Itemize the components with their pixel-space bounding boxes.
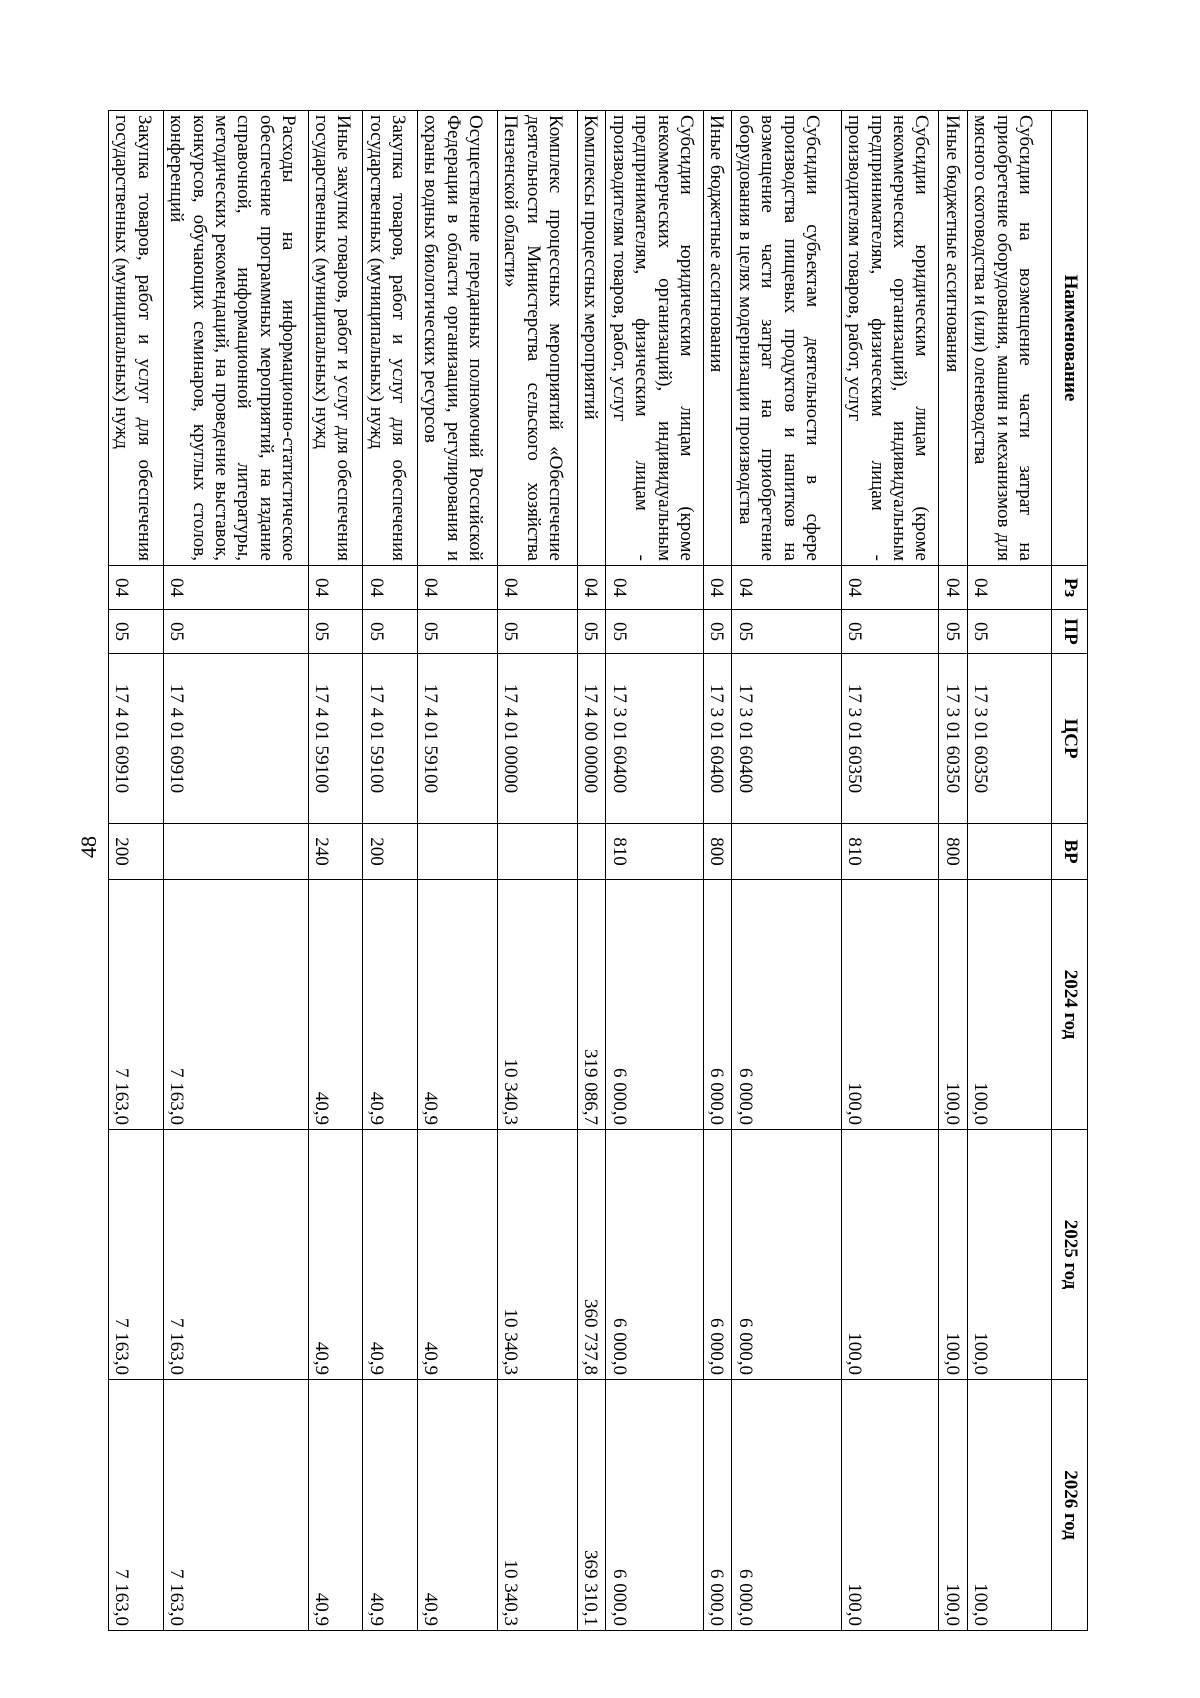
row-pr: 05 [163,610,308,654]
row-value-2025: 7 163,0 [109,1130,164,1380]
row-pr: 05 [578,610,606,654]
row-value-2024: 40,9 [418,880,498,1130]
table-row [967,111,1051,1631]
row-vr: 800 [939,824,967,880]
table-row [363,111,418,1631]
row-pr: 05 [498,610,578,654]
row-csr: 17 4 01 59100 [363,654,418,824]
row-vr: 800 [703,824,731,880]
row-value-2025: 6 000,0 [606,1130,704,1380]
row-csr: 17 3 01 60400 [703,654,731,824]
row-value-2025: 40,9 [308,1130,363,1380]
table-row [606,111,704,1631]
row-value-2025: 100,0 [841,1130,939,1380]
row-csr: 17 3 01 60400 [606,654,704,824]
row-name: Закупка товаров, работ и услуг для обеспечения государственных (муниципальных) нужд [363,111,418,566]
row-value-2024: 10 340,3 [498,880,578,1130]
row-vr: 200 [109,824,164,880]
row-vr [967,824,1051,880]
page-number: 48 [76,836,101,858]
row-name: Расходы на информационно-статистическое обеспечение программных мероприятий, на издание справочной, информационной литературы, методических рекомендаций, на проведение выставок, конкурсов, обучающих семинаров, круглых столов, конференций [163,111,308,566]
row-csr: 17 3 01 60350 [967,654,1051,824]
row-value-2025: 100,0 [939,1130,967,1380]
table-row [703,111,731,1631]
row-rz: 04 [841,566,939,610]
row-pr: 05 [363,610,418,654]
row-value-2024: 319 086,7 [578,880,606,1130]
row-rz: 04 [109,566,164,610]
row-vr: 240 [308,824,363,880]
row-value-2024: 7 163,0 [163,880,308,1130]
row-csr: 17 4 00 00000 [578,654,606,824]
row-pr: 05 [732,610,841,654]
row-value-2025: 100,0 [967,1130,1051,1380]
row-vr [163,824,308,880]
row-value-2026: 7 163,0 [163,1380,308,1631]
row-name: Иные бюджетные ассигнования [939,111,967,566]
row-value-2024: 7 163,0 [109,880,164,1130]
row-vr [732,824,841,880]
row-value-2025: 10 340,3 [498,1130,578,1380]
row-name: Осуществление переданных полномочий Российской Федерации в области организации, регулирования и охраны водных биологических ресурсов [418,111,498,566]
row-pr: 05 [418,610,498,654]
row-pr: 05 [967,610,1051,654]
row-value-2025: 40,9 [363,1130,418,1380]
row-value-2024: 100,0 [939,880,967,1130]
row-value-2025: 40,9 [418,1130,498,1380]
table-row [841,111,939,1631]
row-value-2026: 6 000,0 [606,1380,704,1631]
row-value-2026: 100,0 [841,1380,939,1631]
row-name: Субсидии на возмещение части затрат на приобретение оборудования, машин и механизмов для мясного скотоводства и (или) оленеводства [967,111,1051,566]
table-row [939,111,967,1631]
row-name: Закупка товаров, работ и услуг для обеспечения государственных (муниципальных) нужд [109,111,164,566]
row-value-2024: 6 000,0 [703,880,731,1130]
row-vr: 810 [606,824,704,880]
row-rz: 04 [967,566,1051,610]
row-vr [418,824,498,880]
row-csr: 17 4 01 59100 [308,654,363,824]
row-vr [578,824,606,880]
row-value-2024: 6 000,0 [606,880,704,1130]
row-vr: 810 [841,824,939,880]
row-name: Комплекс процессных мероприятий «Обеспечение деятельности Министерства сельского хозяйства Пензенской области» [498,111,578,566]
row-csr: 17 4 01 00000 [498,654,578,824]
table-row [418,111,498,1631]
row-csr: 17 4 01 60910 [163,654,308,824]
row-csr: 17 4 01 59100 [418,654,498,824]
row-name: Комплексы процессных мероприятий [578,111,606,566]
row-name: Иные закупки товаров, работ и услуг для обеспечения государственных (муниципальных) нужд [308,111,363,566]
row-rz: 04 [163,566,308,610]
row-value-2026: 40,9 [363,1380,418,1631]
row-rz: 04 [308,566,363,610]
row-value-2026: 100,0 [939,1380,967,1631]
header-rz: Рз [1052,566,1088,610]
row-csr: 17 3 01 60350 [841,654,939,824]
row-csr: 17 4 01 60910 [109,654,164,824]
row-value-2024: 6 000,0 [732,880,841,1130]
row-pr: 05 [939,610,967,654]
row-name: Иные бюджетные ассигнования [703,111,731,566]
row-value-2025: 360 737,8 [578,1130,606,1380]
row-rz: 04 [939,566,967,610]
row-value-2025: 6 000,0 [732,1130,841,1380]
row-value-2024: 100,0 [967,880,1051,1130]
rotated-page-content [108,110,1088,1630]
row-rz: 04 [363,566,418,610]
budget-table [108,110,1088,1631]
row-rz: 04 [606,566,704,610]
header-vr: ВР [1052,824,1088,880]
row-value-2026: 6 000,0 [703,1380,731,1631]
header-pr: ПР [1052,610,1088,654]
row-pr: 05 [841,610,939,654]
row-name: Субсидии юридическим лицам (кроме некоммерческих организаций), индивидуальным предпринимателям, физическим лицам - производителям товаров, работ, услуг [841,111,939,566]
row-rz: 04 [578,566,606,610]
table-row [578,111,606,1631]
row-rz: 04 [418,566,498,610]
row-value-2024: 100,0 [841,880,939,1130]
table-row [732,111,841,1631]
row-pr: 05 [308,610,363,654]
row-value-2026: 6 000,0 [732,1380,841,1631]
table-header-row [1052,111,1088,1631]
header-csr: ЦСР [1052,654,1088,824]
row-value-2024: 40,9 [363,880,418,1130]
row-name: Субсидии юридическим лицам (кроме некоммерческих организаций), индивидуальным предпринимателям, физическим лицам - производителям товаров, работ, услуг [606,111,704,566]
row-value-2025: 7 163,0 [163,1130,308,1380]
header-2026: 2026 год [1052,1380,1088,1631]
header-2024: 2024 год [1052,880,1088,1130]
row-value-2026: 40,9 [308,1380,363,1631]
table-row [498,111,578,1631]
row-csr: 17 3 01 60400 [732,654,841,824]
row-name: Субсидии субъектам деятельности в сфере производства пищевых продуктов и напитков на возмещение части затрат на приобретение оборудования в целях модернизации производства [732,111,841,566]
row-value-2026: 7 163,0 [109,1380,164,1631]
table-row [109,111,164,1631]
row-vr: 200 [363,824,418,880]
row-value-2026: 10 340,3 [498,1380,578,1631]
row-value-2026: 369 310,1 [578,1380,606,1631]
row-rz: 04 [703,566,731,610]
row-pr: 05 [109,610,164,654]
row-value-2026: 100,0 [967,1380,1051,1631]
row-pr: 05 [606,610,704,654]
header-2025: 2025 год [1052,1130,1088,1380]
row-vr [498,824,578,880]
row-value-2026: 40,9 [418,1380,498,1631]
row-pr: 05 [703,610,731,654]
header-name: Наименование [1052,111,1088,566]
row-rz: 04 [732,566,841,610]
table-row [308,111,363,1631]
row-value-2025: 6 000,0 [703,1130,731,1380]
row-value-2024: 40,9 [308,880,363,1130]
table-row [163,111,308,1631]
row-rz: 04 [498,566,578,610]
row-csr: 17 3 01 60350 [939,654,967,824]
